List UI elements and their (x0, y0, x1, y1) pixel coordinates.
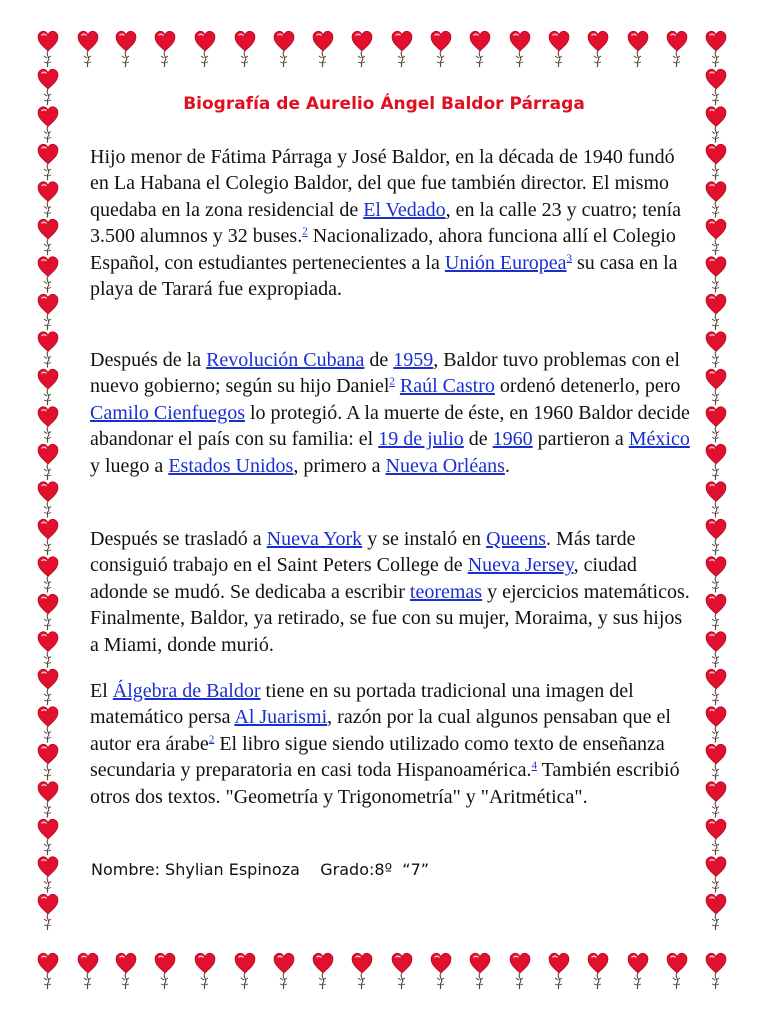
text-run: , ciudad adonde se mudó. Se dedicaba a escribir (90, 554, 637, 603)
student-info (91, 860, 429, 879)
heart-balloon-icon (392, 31, 412, 67)
reference-link[interactable]: 4 (531, 759, 537, 772)
heart-balloon-icon (274, 953, 294, 989)
text-run: , en la calle 23 y cuatro; tenía 3.500 alumnos y 32 buses. (90, 198, 682, 248)
reference-link[interactable]: 2 (389, 375, 395, 388)
text-run: ordenó detenerlo, pero (494, 375, 681, 398)
heart-balloon-icon (155, 953, 175, 989)
heart-balloon-icon (706, 744, 726, 780)
heart-balloon-icon (706, 857, 726, 893)
heart-balloon-icon (38, 482, 58, 518)
heart-balloon-icon (116, 31, 136, 67)
paragraph-revolution (90, 347, 690, 479)
heart-balloon-icon (38, 519, 58, 555)
text-run: También escribió otros dos textos. "Geometría y Trigonometría" y "Aritmética". (90, 759, 680, 808)
heart-balloon-icon (38, 857, 58, 893)
heart-balloon-icon (706, 219, 726, 255)
text-run: y luego a (90, 454, 169, 477)
heart-balloon-icon (667, 31, 687, 67)
text-run: y ejercicios matemáticos. Finalmente, Baldor, ya retirado, se fue con su mujer, Moraima, y sus hijos a Miami, donde murió. (90, 580, 690, 656)
heart-balloon-icon (706, 369, 726, 405)
text-run: de (463, 428, 493, 451)
text-run: de (364, 349, 394, 371)
link-19-de-julio[interactable]: 19 de julio (378, 428, 464, 451)
text-run: , Baldor tuvo problemas con el nuevo gobierno; según su hijo Daniel (90, 349, 680, 398)
heart-balloon-icon (510, 953, 530, 989)
heart-balloon-icon (588, 31, 608, 67)
heart-balloon-icon (706, 632, 726, 668)
heart-balloon-icon (155, 31, 175, 67)
heart-balloon-icon (706, 444, 726, 480)
heart-balloon-icon (706, 519, 726, 555)
heart-balloon-icon (628, 953, 648, 989)
link-union-europea[interactable]: Unión Europea (444, 251, 567, 274)
reference-link[interactable]: 3 (566, 251, 573, 264)
heart-balloon-icon (706, 819, 726, 855)
heart-balloon-icon (195, 31, 215, 67)
link-raul-castro[interactable]: Raúl Castro (399, 375, 495, 398)
link-1959[interactable]: 1959 (393, 349, 434, 371)
heart-balloon-icon (38, 669, 58, 705)
heart-balloon-icon (235, 953, 255, 989)
heart-balloon-icon (470, 31, 490, 67)
heart-balloon-icon (431, 31, 451, 67)
text-run: . (504, 454, 510, 477)
heart-balloon-icon (549, 31, 569, 67)
heart-balloon-icon (706, 557, 726, 593)
heart-balloon-icon (313, 31, 333, 67)
heart-balloon-icon (38, 782, 58, 818)
heart-balloon-icon (38, 144, 58, 180)
link-algebra-de-baldor[interactable]: Álgebra de Baldor (112, 680, 261, 702)
text-run: Hijo menor de Fátima Párraga y José Baldor, en la década de 1940 fundó en La Habana el Colegio Baldor, del que fue también director. El mismo quedaba en la zona residencial de (90, 146, 675, 221)
link-nueva-orleans[interactable]: Nueva Orléans (385, 454, 505, 477)
link-revolucion-cubana[interactable]: Revolución Cubana (206, 349, 365, 371)
text-run: partieron a (532, 428, 629, 451)
heart-balloon-icon (235, 31, 255, 67)
heart-balloon-icon (38, 557, 58, 593)
link-el-vedado[interactable]: El Vedado (363, 198, 446, 221)
heart-balloon-icon (38, 894, 58, 930)
heart-balloon-icon (706, 894, 726, 930)
heart-balloon-icon (38, 594, 58, 630)
reference-link[interactable]: 2 (302, 225, 308, 238)
heart-balloon-icon (706, 782, 726, 818)
heart-balloon-icon (38, 219, 58, 255)
text-run: tiene en su portada tradicional una imagen del matemático persa (90, 680, 634, 729)
link-nueva-jersey[interactable]: Nueva Jersey (467, 554, 574, 577)
text-run: lo protegió. A la muerte de éste, en 1960 Baldor decide abandonar el país con su familia: el (90, 401, 690, 451)
heart-balloon-icon (78, 953, 98, 989)
heart-balloon-icon (628, 31, 648, 67)
link-nueva-york[interactable]: Nueva York (266, 528, 363, 550)
heart-balloon-icon (352, 953, 372, 989)
heart-balloon-icon (195, 953, 215, 989)
link-estados-unidos[interactable]: Estados Unidos (168, 454, 294, 477)
student-name: Nombre: Shylian Espinoza (91, 860, 300, 879)
heart-balloon-icon (706, 953, 726, 989)
student-grade: Grado:8º “7” (320, 860, 430, 879)
heart-balloon-icon (470, 953, 490, 989)
heart-balloon-icon (38, 31, 58, 67)
link-teoremas[interactable]: teoremas (409, 580, 483, 603)
heart-balloon-icon (706, 332, 726, 368)
paragraph-algebra (90, 678, 690, 810)
heart-balloon-icon (38, 953, 58, 989)
heart-balloon-icon (706, 182, 726, 218)
heart-balloon-icon (510, 31, 530, 67)
link-camilo-cienfuegos[interactable]: Camilo Cienfuegos (90, 401, 245, 424)
heart-balloon-icon (706, 31, 726, 67)
text-run: su casa en la playa de Tarará fue expropiada. (90, 251, 678, 301)
heart-balloon-icon (38, 707, 58, 743)
heart-balloon-icon (392, 953, 412, 989)
text-run: Después se trasladó a (90, 528, 267, 550)
heart-balloon-icon (116, 953, 136, 989)
text-run: El libro sigue siendo utilizado como texto de enseñanza secundaria y preparatoria en casi toda Hispanoamérica. (90, 732, 665, 782)
heart-balloon-icon (38, 369, 58, 405)
heart-balloon-icon (667, 953, 687, 989)
heart-balloon-icon (706, 407, 726, 443)
document-title: Biografía de Aurelio Ángel Baldor Párraga (183, 94, 585, 114)
heart-balloon-icon (706, 669, 726, 705)
heart-balloon-icon (706, 294, 726, 330)
heart-balloon-icon (313, 953, 333, 989)
link-queens[interactable]: Queens (486, 528, 547, 550)
heart-balloon-icon (706, 482, 726, 518)
heart-balloon-icon (38, 332, 58, 368)
text-run: El (90, 680, 113, 702)
heart-balloon-icon (706, 707, 726, 743)
heart-balloon-icon (706, 144, 726, 180)
heart-balloon-icon (352, 31, 372, 67)
text-run: y se instaló en (362, 528, 487, 550)
heart-balloon-icon (706, 594, 726, 630)
text-run: , primero a (293, 454, 386, 477)
heart-balloon-icon (274, 31, 294, 67)
text-run: Nacionalizado, ahora funciona allí el Colegio Español, con estudiantes pertenecientes a la (90, 225, 676, 274)
heart-balloon-icon (706, 257, 726, 293)
heart-balloon-icon (549, 953, 569, 989)
heart-balloon-icon (38, 444, 58, 480)
heart-balloon-icon (38, 632, 58, 668)
heart-balloon-icon (588, 953, 608, 989)
link-al-juarismi[interactable]: Al Juarismi (234, 706, 328, 729)
text-run: , razón por la cual algunos pensaban que el autor era árabe (90, 706, 671, 755)
reference-link[interactable]: 2 (208, 733, 215, 746)
paragraph-exile (90, 526, 690, 658)
heart-balloon-icon (38, 294, 58, 330)
heart-balloon-icon (431, 953, 451, 989)
link-1960[interactable]: 1960 (492, 428, 533, 451)
text-run: Después de la (90, 349, 207, 371)
link-mexico[interactable]: México (628, 428, 690, 451)
heart-balloon-icon (78, 31, 98, 67)
text-run: . Más tarde consiguió trabajo en el Saint Peters College de (90, 528, 636, 577)
paragraph-family (90, 144, 690, 302)
heart-balloon-icon (38, 407, 58, 443)
heart-balloon-icon (38, 744, 58, 780)
heart-balloon-icon (38, 182, 58, 218)
heart-balloon-icon (38, 257, 58, 293)
heart-balloon-icon (38, 819, 58, 855)
